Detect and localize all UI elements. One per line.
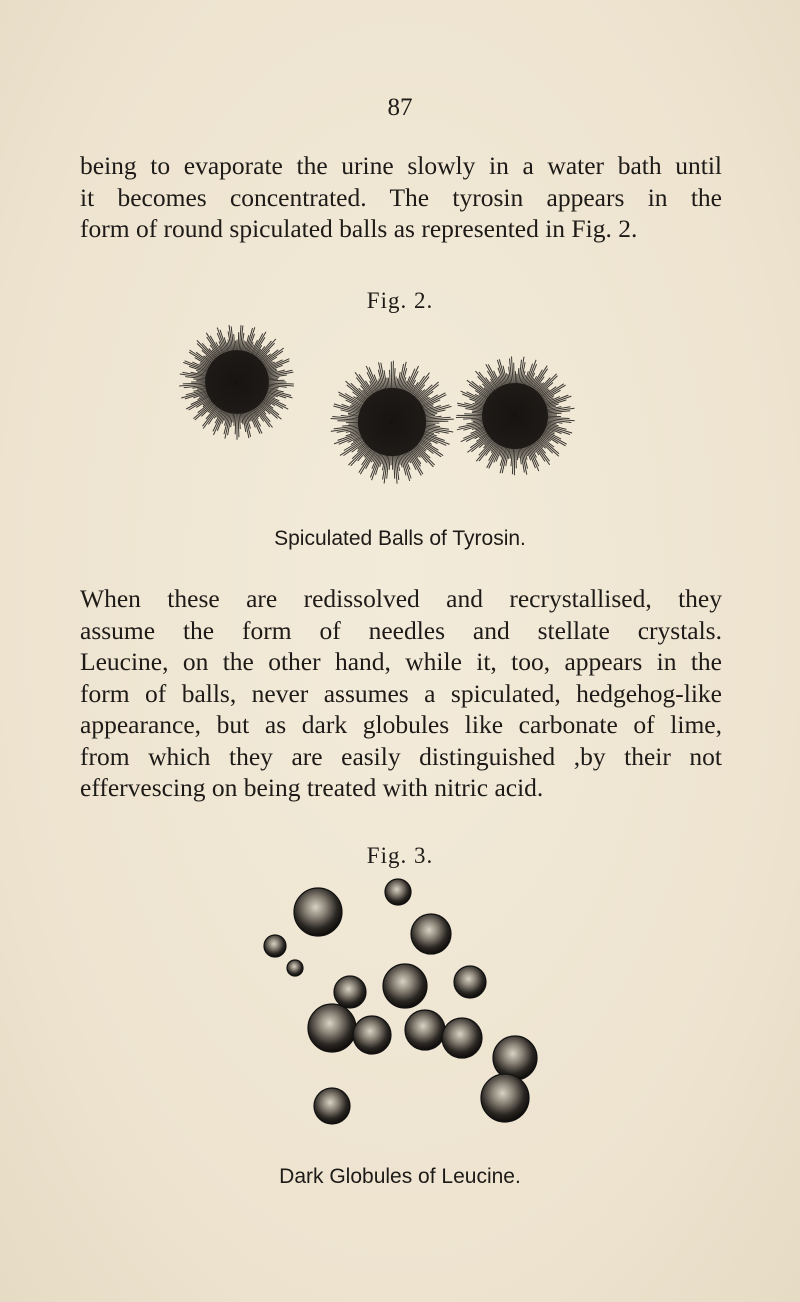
- paragraph-leucine: [80, 583, 722, 804]
- leucine-globule: [353, 1016, 391, 1054]
- leucine-globule: [264, 935, 286, 957]
- text-line: assume the form of needles and stellate crystals.: [80, 615, 722, 645]
- leucine-globule: [383, 964, 427, 1008]
- figure-3-caption: Dark Globules of Leucine.: [279, 1165, 521, 1188]
- text-line: form of balls, never assumes a spiculated, hedgehog-like: [80, 678, 722, 708]
- figure-3-illustration: [0, 870, 800, 1160]
- leucine-globule: [314, 1088, 350, 1124]
- text-line: form of round spiculated balls as represented in Fig. 2.: [80, 214, 638, 243]
- text-line: being to evaporate the urine slowly in a water bath until: [80, 151, 722, 180]
- tyrosin-ball: [331, 361, 454, 484]
- text-line: appearance, but as dark globules like carbonate of lime,: [80, 710, 722, 739]
- leucine-globule: [411, 914, 451, 954]
- text-line: from which they are easily distinguished ,by their not: [80, 741, 722, 771]
- leucine-globule: [294, 888, 342, 936]
- leucine-globule: [385, 879, 411, 905]
- figure-2-label: Fig. 2.: [366, 288, 434, 313]
- leucine-globule: [334, 976, 366, 1008]
- leucine-globule: [454, 966, 486, 998]
- leucine-globule: [308, 1004, 356, 1052]
- tyrosin-ball: [456, 357, 575, 476]
- leucine-globule: [481, 1074, 529, 1122]
- leucine-globule: [493, 1036, 537, 1080]
- figure-2-caption: Spiculated Balls of Tyrosin.: [274, 527, 526, 550]
- text-line: Leucine, on the other hand, while it, too, appears in the: [80, 647, 722, 676]
- leucine-globule: [442, 1018, 482, 1058]
- figure-2-illustration: [0, 320, 800, 520]
- figure-3-label: Fig. 3.: [366, 843, 434, 868]
- page-number: 87: [387, 94, 413, 121]
- tyrosin-ball: [179, 325, 294, 440]
- paragraph-intro: [80, 150, 722, 245]
- text-line: effervescing on being treated with nitric acid.: [80, 773, 544, 802]
- leucine-globule: [405, 1010, 445, 1050]
- text-line: it becomes concentrated. The tyrosin appears in the: [80, 182, 722, 212]
- leucine-globule: [287, 960, 303, 976]
- text-line: When these are redissolved and recrystallised, they: [80, 584, 722, 613]
